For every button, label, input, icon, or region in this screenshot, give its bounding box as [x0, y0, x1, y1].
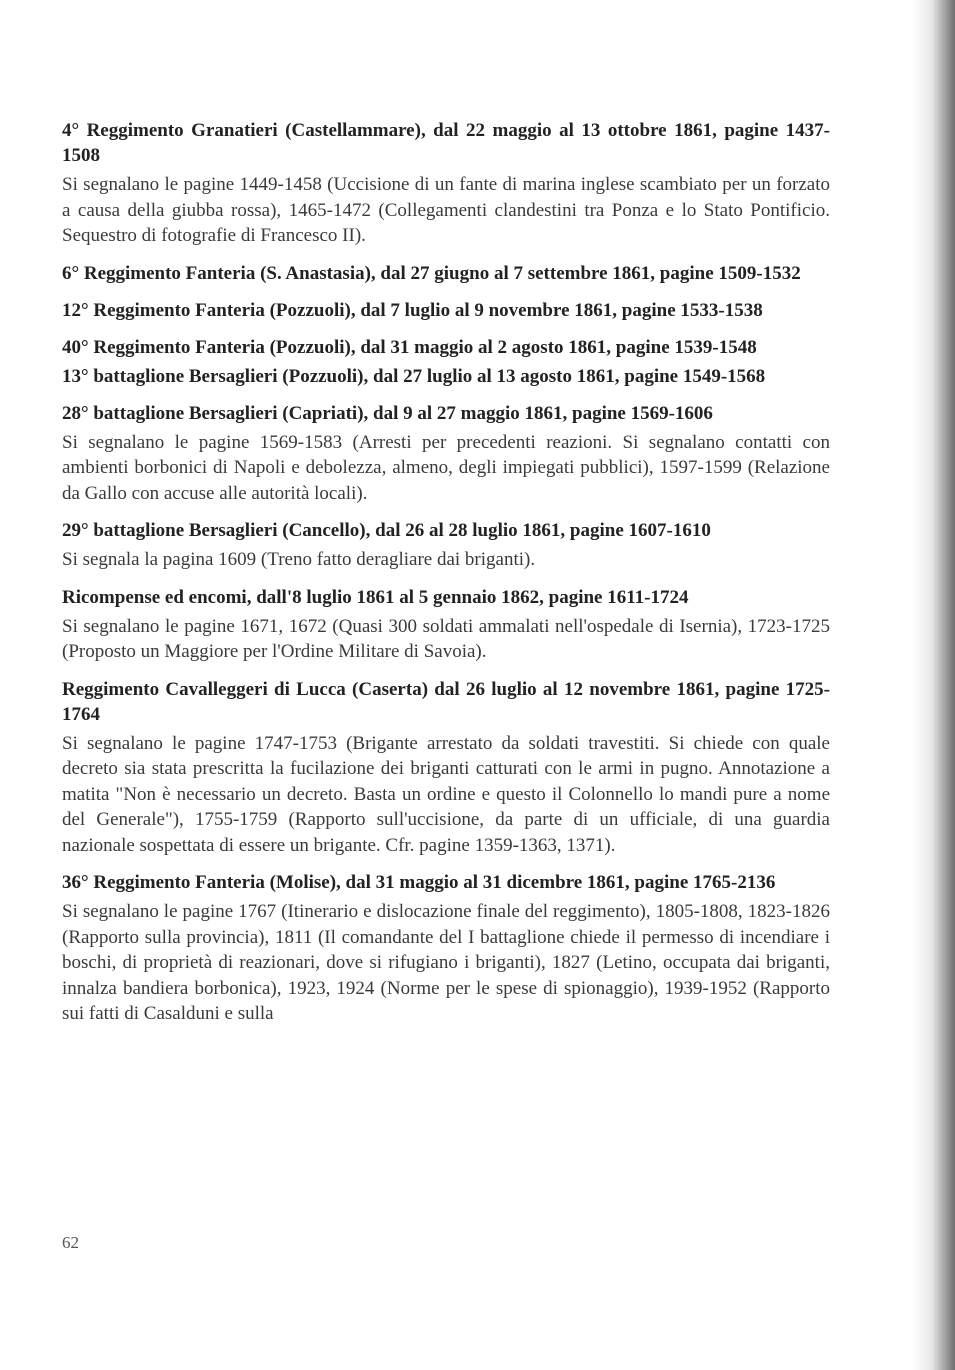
entry-description: Si segnalano le pagine 1671, 1672 (Quasi 300 soldati ammalati nell'ospedale di Isernia), 1723-1725 (Proposto un Maggiore per l'Ordine Militare di Savoia). — [62, 615, 830, 662]
entry-heading: Ricompense ed encomi, dall'8 luglio 1861 al 5 gennaio 1862, pagine 1611-1724 — [62, 586, 689, 608]
entry-heading: 36° Reggimento Fanteria (Molise), dal 31 maggio al 31 dicembre 1861, pagine 1765-2136 — [62, 872, 776, 893]
entry-heading: Reggimento Cavalleggeri di Lucca (Caserta) dal 26 luglio al 12 novembre 1861, pagine 1725-1764 — [62, 678, 830, 725]
entry-6-fanteria — [62, 261, 830, 286]
entry-cavalleggeri-lucca — [62, 677, 830, 859]
entry-29-bersaglieri — [62, 518, 830, 573]
entry-heading: 6° Reggimento Fanteria (S. Anastasia), dal 27 giugno al 7 settembre 1861, pagine 1509-1532 — [62, 262, 801, 284]
entry-40-fanteria — [62, 335, 830, 360]
entry-description: Si segnalano le pagine 1569-1583 (Arresti per precedenti reazioni. Si segnalano contatti con ambienti borbonici di Napoli e debolezza, almeno, degli impiegati pubblici), 1597-1599 (Relazione da Gallo con accuse alle autorità locali). — [62, 431, 830, 504]
entry-heading: 13° battaglione Bersaglieri (Pozzuoli), dal 27 luglio al 13 agosto 1861, pagine 1549-1568 — [62, 365, 766, 387]
document-body — [62, 118, 830, 1039]
entry-heading: 12° Reggimento Fanteria (Pozzuoli), dal 7 luglio al 9 novembre 1861, pagine 1533-1538 — [62, 299, 763, 321]
entry-description: Si segnalano le pagine 1449-1458 (Uccisione di un fante di marina inglese scambiato per un forzato a causa della giubba rossa), 1465-1472 (Collegamenti clandestini tra Ponza e lo Stato Pontificio. Sequestro di fotografie di Francesco II). — [62, 174, 830, 246]
entry-description: Si segnalano le pagine 1747-1753 (Brigante arrestato da soldati travestiti. Si chiede con quale decreto sia stata prescritta la fucilazione dei briganti catturati con le armi in pugno. Annotazione a matita "Non è necessario un decreto. Basta un ordine e questo il Colonnello lo mandi pure a nome del Generale"), 1755-1759 (Rapporto sull'uccisione, da parte di un ufficiale, di una guardia nazionale sospettata di essere un brigante. Cfr. pagine 1359-1363, 1371). — [62, 732, 830, 856]
entry-heading: 29° battaglione Bersaglieri (Cancello), dal 26 al 28 luglio 1861, pagine 1607-1610 — [62, 520, 711, 541]
entry-heading: 4° Reggimento Granatieri (Castellammare), dal 22 maggio al 13 ottobre 1861, pagine 1437-1508 — [62, 120, 830, 166]
page-number: 62 — [62, 1233, 79, 1252]
entry-12-fanteria — [62, 298, 830, 323]
page-edge-shadow — [913, 0, 955, 1370]
entry-4-granatieri — [62, 118, 830, 249]
entry-description: Si segnala la pagina 1609 (Treno fatto deragliare dai briganti). — [62, 549, 536, 570]
entry-heading: 40° Reggimento Fanteria (Pozzuoli), dal 31 maggio al 2 agosto 1861, pagine 1539-1548 — [62, 336, 757, 358]
entry-ricompense — [62, 585, 830, 665]
entry-28-bersaglieri — [62, 401, 830, 507]
entry-36-fanteria — [62, 870, 830, 1027]
entry-13-bersaglieri — [62, 364, 830, 389]
entry-description: Si segnalano le pagine 1767 (Itinerario e dislocazione finale del reggimento), 1805-1808, 1823-1826 (Rapporto sulla provincia), 1811 (Il comandante del I battaglione chiede il permesso di incendiare i boschi, di proprietà di reazionari, dove si rifugiano i briganti), 1827 (Letino, occupata dai briganti, innalza bandiera borbonica), 1923, 1924 (Norme per le spese di spionaggio), 1939-1952 (Rapporto sui fatti di Casalduni e sulla — [62, 901, 830, 1024]
entry-heading: 28° battaglione Bersaglieri (Capriati), dal 9 al 27 maggio 1861, pagine 1569-1606 — [62, 402, 713, 424]
